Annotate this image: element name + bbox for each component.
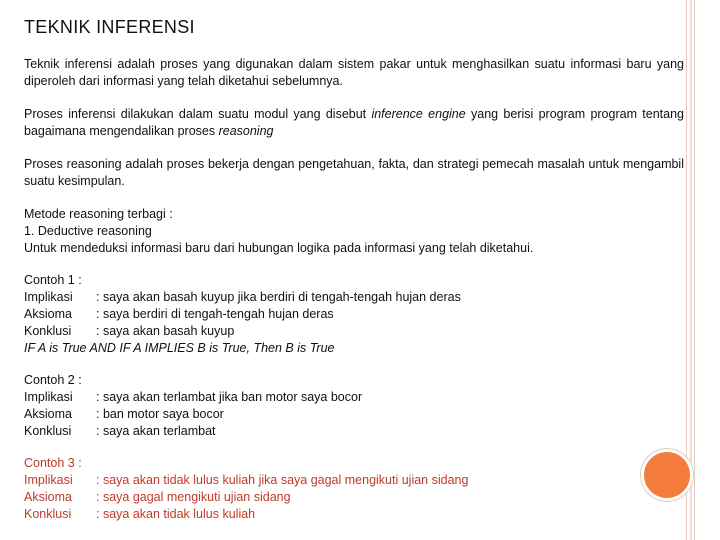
example-row [24,323,684,340]
metode-item: 1. Deductive reasoning [24,224,152,238]
example-1 [24,272,684,357]
paragraph-text: yang berisi program program tentang bagaimana mengendalikan proses [24,107,684,138]
example-heading: Contoh 1 : [24,273,82,287]
row-value: : saya akan basah kuyup [96,324,235,338]
example-row [24,389,684,406]
row-value: : saya akan tidak lulus kuliah jika saya gagal mengikuti ujian sidang [96,473,469,487]
slide-content [24,56,684,538]
example-row [24,506,684,523]
metode-reasoning-section [24,206,684,257]
row-value: : saya akan tidak lulus kuliah [96,507,256,521]
paragraph-inference-engine [24,106,684,140]
example-row [24,406,684,423]
example-heading: Contoh 2 : [24,373,82,387]
row-key: Aksioma [24,490,72,504]
row-value: : saya berdiri di tengah-tengah hujan deras [96,307,334,321]
example-row [24,489,684,506]
row-key: Implikasi [24,473,73,487]
row-key: Aksioma [24,307,72,321]
row-value: : saya akan terlambat jika ban motor saya bocor [96,390,363,404]
example-3 [24,455,684,523]
row-key: Konklusi [24,507,72,521]
paragraph-reasoning [24,156,684,190]
example-2 [24,372,684,440]
example-heading: Contoh 3 : [24,456,82,470]
logic-rule: IF A is True AND IF A IMPLIES B is True, Then B is True [24,341,335,355]
row-key: Implikasi [24,290,73,304]
paragraph-text: Teknik inferensi adalah proses yang digunakan dalam sistem pakar untuk menghasilkan suatu informasi baru yang diperoleh dari informasi yang telah diketahui sebelumnya. [24,57,684,88]
row-value: : saya akan terlambat [96,424,216,438]
row-value: : saya akan basah kuyup jika berdiri di tengah-tengah hujan deras [96,290,461,304]
paragraph-text: Proses inferensi dilakukan dalam suatu modul yang disebut [24,107,372,121]
slide-title: TEKNIK INFERENSI [24,17,195,37]
paragraph-definition [24,56,684,90]
metode-heading: Metode reasoning terbagi : [24,207,173,221]
row-key: Konklusi [24,324,72,338]
paragraph-text: Proses reasoning adalah proses bekerja dengan pengetahuan, fakta, dan strategi pemecah masalah untuk mengambil suatu kesimpulan. [24,157,684,188]
row-key: Aksioma [24,407,72,421]
example-row [24,472,684,489]
metode-description: Untuk mendeduksi informasi baru dari hubungan logika pada informasi yang telah diketahui. [24,241,534,255]
row-value: : ban motor saya bocor [96,407,224,421]
example-row [24,423,684,440]
decorative-rule [694,0,695,540]
decorative-rule [690,0,692,540]
example-row [24,289,684,306]
row-value: : saya gagal mengikuti ujian sidang [96,490,291,504]
emphasis-term: inference engine [371,107,466,121]
row-key: Implikasi [24,390,73,404]
row-key: Konklusi [24,424,72,438]
example-row [24,306,684,323]
emphasis-term: reasoning [218,124,274,138]
